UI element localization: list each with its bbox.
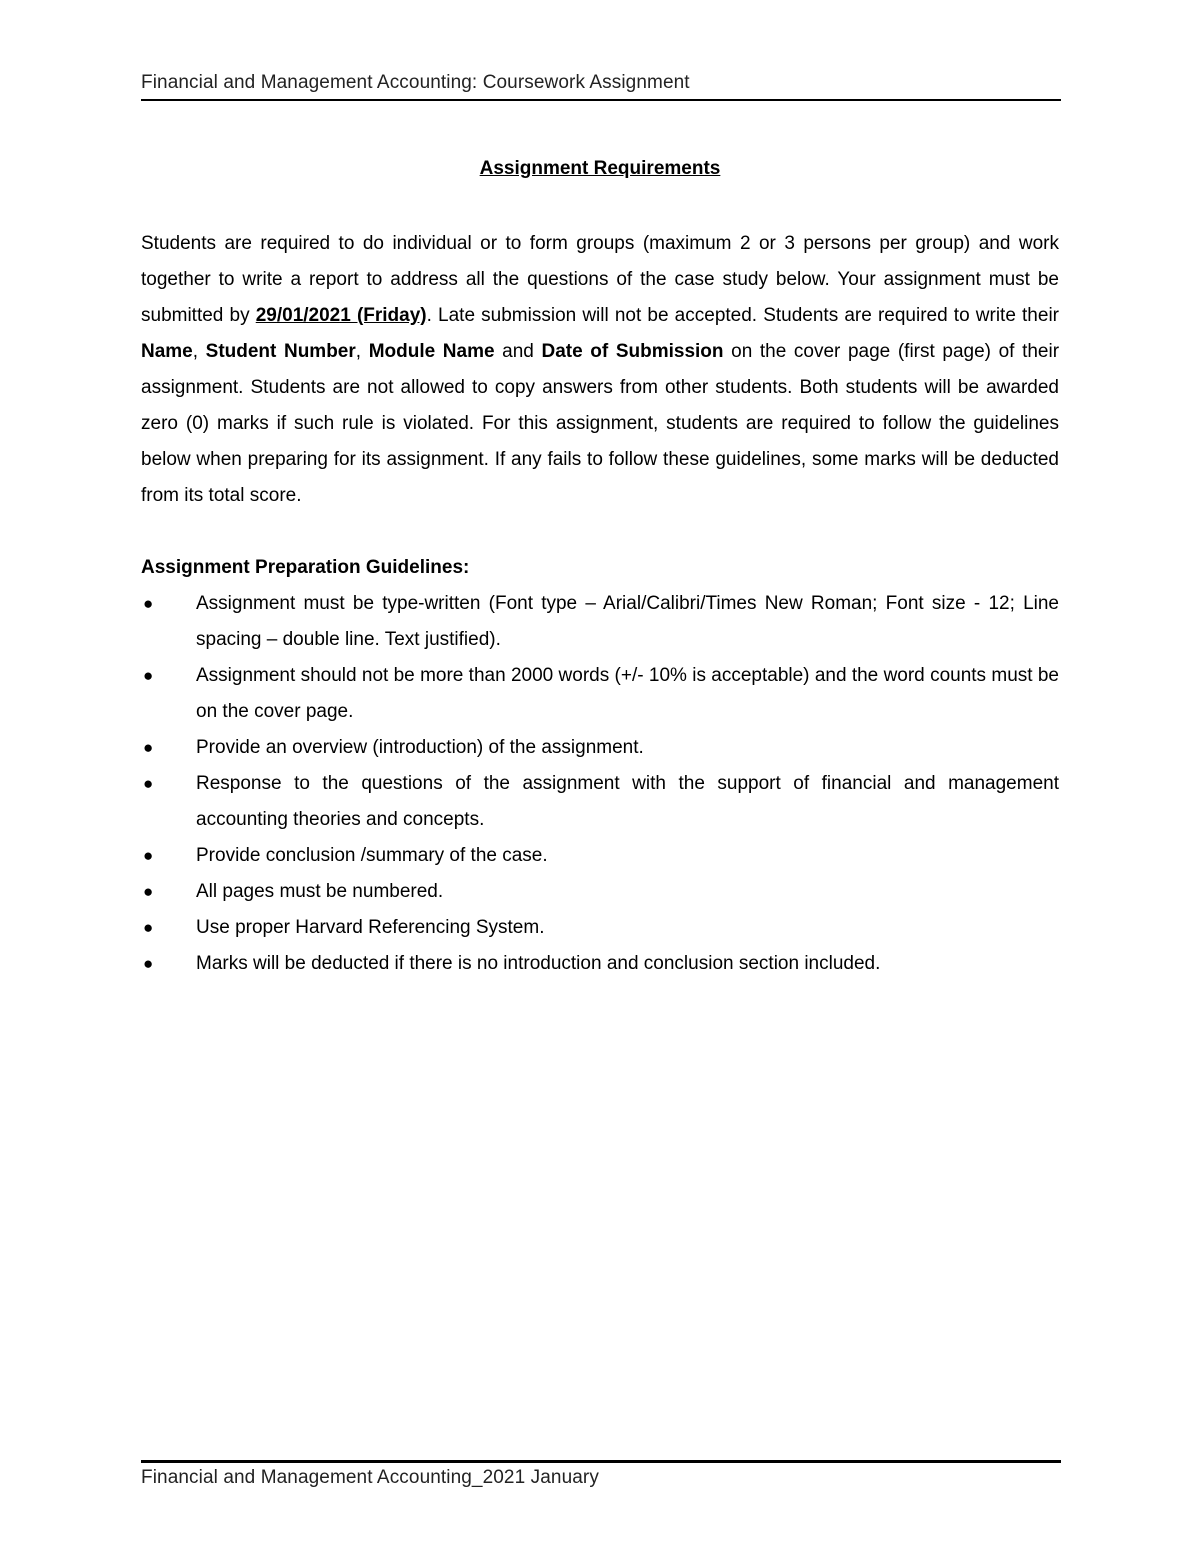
page-footer: Financial and Management Accounting_2021 January [141,1460,1061,1489]
list-item-text: Provide conclusion /summary of the case. [196,845,548,866]
requirements-text-3: on the cover page (first page) of their assignment. Students are not allowed to copy answers from other students. Both students will be awarded zero (0) marks if such rule is violated. For this assignment, students are required to follow the guidelines below when preparing for its assignment. If any fails to follow these guidelines, some marks will be deducted from its total score. [141,341,1060,506]
list-item [141,766,1059,838]
bullet-icon: ● [143,918,154,937]
bullet-icon: ● [143,882,154,901]
requirements-text-1: Students are required to do individual or to form groups (maximum 2 or 3 persons per group) and work together to write a report to address all the questions of the case study below. Your assignment must be submitted by [141,233,1059,326]
list-item [141,730,1059,766]
guidelines-list [141,586,1059,982]
bullet-icon: ● [143,666,154,685]
list-item [141,838,1059,874]
bullet-icon: ● [143,774,154,793]
date-of-submission-label: Date of Submission [541,341,724,362]
separator-1: , [192,341,206,362]
requirements-paragraph [141,226,1059,514]
deadline-date: 29/01/2021 (Friday) [255,305,427,326]
bullet-icon: ● [143,738,154,757]
list-item [141,586,1059,658]
list-item-text: Assignment must be type-written (Font type – Arial/Calibri/Times New Roman; Font size - 12; Line spacing – double line. Text justified). [196,593,1059,650]
bullet-icon: ● [143,954,154,973]
requirements-text-2: . Late submission will not be accepted. Students are required to write their [426,305,1059,326]
list-item-text: Use proper Harvard Referencing System. [196,917,545,938]
list-item-text: All pages must be numbered. [196,881,444,902]
bullet-icon: ● [143,594,154,613]
separator-and: and [494,341,542,362]
bullet-icon: ● [143,846,154,865]
module-name-label: Module Name [368,341,495,362]
list-item [141,946,1059,982]
student-number-label: Student Number [205,341,356,362]
list-item-text: Marks will be deducted if there is no introduction and conclusion section included. [196,953,881,974]
separator-2: , [355,341,369,362]
name-label: Name [141,341,193,362]
list-item [141,910,1059,946]
guidelines-heading: Assignment Preparation Guidelines: [141,557,470,578]
list-item-text: Provide an overview (introduction) of the assignment. [196,737,644,758]
section-title: Assignment Requirements [479,158,721,179]
list-item-text: Response to the questions of the assignment with the support of financial and management accounting theories and concepts. [196,773,1059,830]
list-item [141,874,1059,910]
list-item-text: Assignment should not be more than 2000 words (+/- 10% is acceptable) and the word counts must be on the cover page. [196,665,1059,722]
list-item [141,658,1059,730]
page-content [141,154,1059,982]
page-header: Financial and Management Accounting: Coursework Assignment [141,72,1061,101]
